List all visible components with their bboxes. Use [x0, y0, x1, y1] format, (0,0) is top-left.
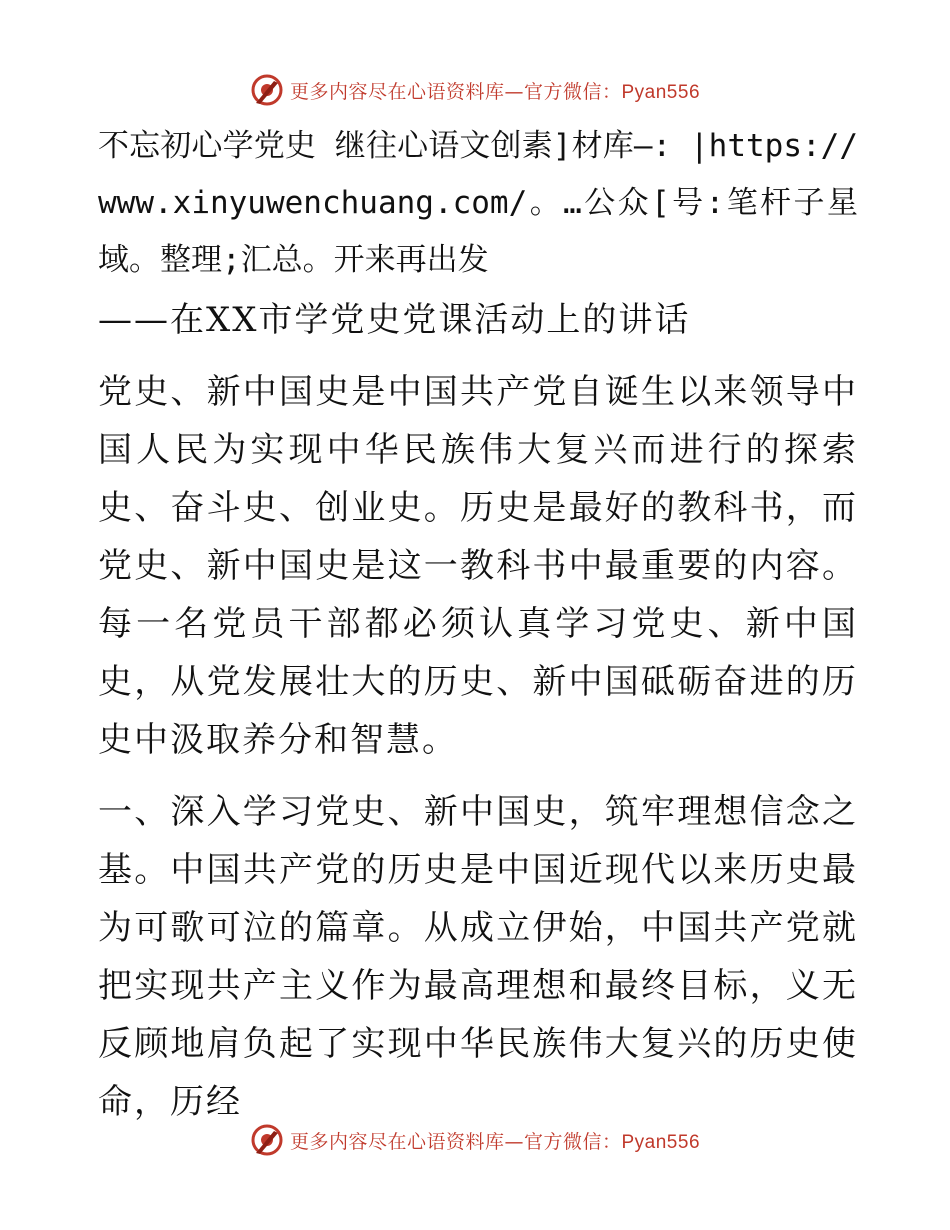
document-title-block: 不忘初心学党史 继往心语文创素]材库—: |https://www.xinyuwenchuang.com/。…公众[号:笔杆子星域。整理;汇总。开来再出发 — [98, 128, 858, 278]
banner-wechat-id: Pyan556 — [621, 81, 701, 103]
header-banner — [0, 70, 950, 110]
paragraph-1: 党史、新中国史是中国共产党自诞生以来领导中国人民为实现中华民族伟大复兴而进行的探索史、奋斗史、创业史。历史是最好的教科书，而党史、新中国史是这一教科书中最重要的内容。每一名党员干部都必须认真学习党史、新中国史，从党发展壮大的历史、新中国砥砺奋进的历史中汲取养分和智慧。 — [98, 372, 858, 760]
banner-separator: — — [504, 80, 524, 103]
banner-text — [290, 77, 700, 104]
paragraph-2: 一、深入学习党史、新中国史，筑牢理想信念之基。中国共产党的历史是中国近现代以来历史最为可歌可泣的篇章。从成立伊始，中国共产党就把实现共产主义作为最高理想和最终目标，义无反顾地肩负起了实现中华民族伟大复兴的历史使命，历经 — [98, 792, 858, 1122]
document-body — [98, 118, 858, 1131]
banner-wechat-label: 官方微信： — [523, 1130, 622, 1153]
banner-wechat-id: Pyan556 — [621, 1131, 701, 1153]
document-subtitle: ——在XX市学党史党课活动上的讲话 — [98, 300, 691, 340]
banner-site-text: 更多内容尽在心语资料库 — [289, 80, 505, 103]
banner-wechat-label: 官方微信： — [523, 80, 622, 103]
banner-separator: — — [504, 1130, 524, 1153]
quill-seal-icon — [250, 73, 284, 107]
quill-seal-icon — [250, 1123, 284, 1157]
banner-text — [290, 1127, 700, 1154]
footer-banner — [0, 1120, 950, 1160]
banner-site-text: 更多内容尽在心语资料库 — [289, 1130, 505, 1153]
